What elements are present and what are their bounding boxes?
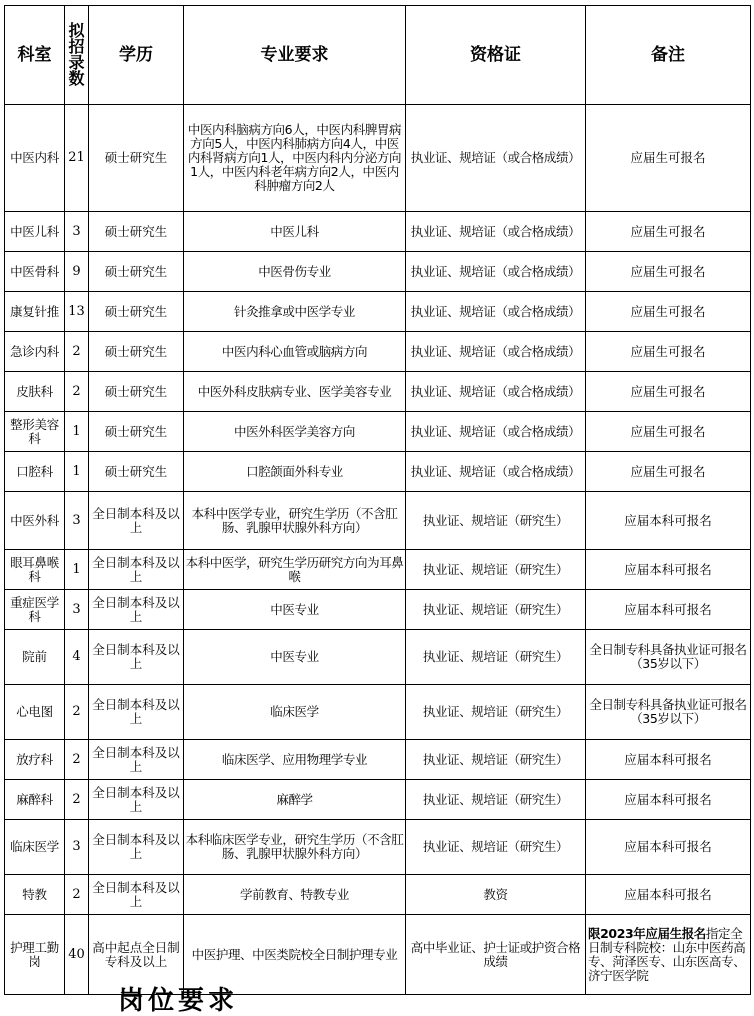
cell-count: 13 — [65, 292, 89, 332]
cell-cert: 执业证、规培证（或合格成绩） — [406, 412, 586, 452]
cell-major: 临床医学 — [184, 685, 406, 740]
cell-note: 应届生可报名 — [586, 212, 751, 252]
cell-dept: 中医儿科 — [5, 212, 65, 252]
cell-note: 应届生可报名 — [586, 412, 751, 452]
header-count: 拟招录数 — [65, 6, 89, 105]
cell-cert: 执业证、规培证（研究生） — [406, 780, 586, 820]
cell-edu: 全日制本科及以上 — [89, 780, 184, 820]
cell-cert: 执业证、规培证（研究生） — [406, 590, 586, 630]
cell-note: 全日制专科具备执业证可报名（35岁以下） — [586, 630, 751, 685]
cell-major: 中医骨伤专业 — [184, 252, 406, 292]
cell-cert: 执业证、规培证（或合格成绩） — [406, 452, 586, 492]
table-row — [5, 780, 751, 820]
cell-cert: 执业证、规培证（或合格成绩） — [406, 332, 586, 372]
cell-dept: 整形美容科 — [5, 412, 65, 452]
cell-dept: 皮肤科 — [5, 372, 65, 412]
cell-note: 全日制专科具备执业证可报名（35岁以下） — [586, 685, 751, 740]
cell-count: 1 — [65, 452, 89, 492]
cell-cert: 执业证、规培证（或合格成绩） — [406, 212, 586, 252]
cell-note: 应届本科可报名 — [586, 820, 751, 875]
cell-count: 9 — [65, 252, 89, 292]
table-row — [5, 915, 751, 995]
cell-edu: 全日制本科及以上 — [89, 492, 184, 550]
cell-cert: 执业证、规培证（研究生） — [406, 550, 586, 590]
cell-edu: 全日制本科及以上 — [89, 820, 184, 875]
cell-dept: 康复针推 — [5, 292, 65, 332]
cell-dept: 急诊内科 — [5, 332, 65, 372]
cell-count: 21 — [65, 105, 89, 212]
cell-cert: 执业证、规培证（研究生） — [406, 740, 586, 780]
cell-major: 临床医学、应用物理学专业 — [184, 740, 406, 780]
table-row — [5, 630, 751, 685]
cell-dept: 院前 — [5, 630, 65, 685]
table-row — [5, 292, 751, 332]
cell-cert: 教资 — [406, 875, 586, 915]
table-row — [5, 875, 751, 915]
cell-cert: 执业证、规培证（或合格成绩） — [406, 292, 586, 332]
table-row — [5, 820, 751, 875]
cell-major: 口腔颌面外科专业 — [184, 452, 406, 492]
cell-count: 40 — [65, 915, 89, 995]
cell-note: 应届本科可报名 — [586, 590, 751, 630]
cell-edu: 硕士研究生 — [89, 252, 184, 292]
table-row — [5, 550, 751, 590]
cell-cert: 执业证、规培证（研究生） — [406, 492, 586, 550]
cell-cert: 执业证、规培证（或合格成绩） — [406, 372, 586, 412]
cell-major: 本科中医学，研究生学历研究方向为耳鼻喉 — [184, 550, 406, 590]
cell-major: 学前教育、特教专业 — [184, 875, 406, 915]
cell-edu: 硕士研究生 — [89, 372, 184, 412]
cell-count: 3 — [65, 590, 89, 630]
table-row — [5, 252, 751, 292]
cell-major: 中医外科医学美容方向 — [184, 412, 406, 452]
cell-major: 麻醉学 — [184, 780, 406, 820]
header-cert: 资格证 — [406, 6, 586, 105]
cell-edu: 全日制本科及以上 — [89, 630, 184, 685]
cell-edu: 高中起点全日制专科及以上 — [89, 915, 184, 995]
cell-note: 应届本科可报名 — [586, 875, 751, 915]
cell-cert: 执业证、规培证（或合格成绩） — [406, 105, 586, 212]
table-row — [5, 412, 751, 452]
cell-dept: 口腔科 — [5, 452, 65, 492]
cell-dept: 放疗科 — [5, 740, 65, 780]
cell-major: 中医护理、中医类院校全日制护理专业 — [184, 915, 406, 995]
cell-edu: 全日制本科及以上 — [89, 875, 184, 915]
cell-note: 应届本科可报名 — [586, 550, 751, 590]
cell-note: 应届生可报名 — [586, 252, 751, 292]
table-row — [5, 740, 751, 780]
cell-count: 1 — [65, 412, 89, 452]
cell-major: 针灸推拿或中医学专业 — [184, 292, 406, 332]
cell-cert: 执业证、规培证（研究生） — [406, 630, 586, 685]
cell-dept: 心电图 — [5, 685, 65, 740]
cell-major: 中医内科心血管或脑病方向 — [184, 332, 406, 372]
cell-note: 应届本科可报名 — [586, 780, 751, 820]
cell-count: 3 — [65, 212, 89, 252]
cell-count: 2 — [65, 332, 89, 372]
cell-dept: 中医内科 — [5, 105, 65, 212]
cell-major: 中医专业 — [184, 590, 406, 630]
cell-dept: 重症医学科 — [5, 590, 65, 630]
cell-edu: 硕士研究生 — [89, 412, 184, 452]
cell-note: 应届生可报名 — [586, 372, 751, 412]
cell-note — [586, 915, 751, 995]
cell-count: 2 — [65, 685, 89, 740]
cell-edu: 硕士研究生 — [89, 452, 184, 492]
cell-dept: 麻醉科 — [5, 780, 65, 820]
cell-count: 2 — [65, 780, 89, 820]
table-row — [5, 212, 751, 252]
cell-note: 应届本科可报名 — [586, 492, 751, 550]
cell-major: 中医儿科 — [184, 212, 406, 252]
table-row — [5, 332, 751, 372]
cell-dept: 中医骨科 — [5, 252, 65, 292]
cell-edu: 硕士研究生 — [89, 212, 184, 252]
cell-major: 中医专业 — [184, 630, 406, 685]
cell-cert: 执业证、规培证（或合格成绩） — [406, 252, 586, 292]
cropped-bottom-heading: 岗位要求 — [118, 986, 239, 1016]
cell-edu: 硕士研究生 — [89, 332, 184, 372]
cell-edu: 硕士研究生 — [89, 292, 184, 332]
cell-cert: 执业证、规培证（研究生） — [406, 685, 586, 740]
cell-count: 2 — [65, 372, 89, 412]
cell-count: 1 — [65, 550, 89, 590]
cell-count: 4 — [65, 630, 89, 685]
cell-edu: 全日制本科及以上 — [89, 590, 184, 630]
cell-count: 2 — [65, 875, 89, 915]
cell-count: 3 — [65, 820, 89, 875]
table-row — [5, 590, 751, 630]
cell-cert: 高中毕业证、护士证或护资合格成绩 — [406, 915, 586, 995]
cell-note: 应届生可报名 — [586, 332, 751, 372]
cell-dept: 护理工勤岗 — [5, 915, 65, 995]
header-note: 备注 — [586, 6, 751, 105]
table-row — [5, 372, 751, 412]
cell-edu: 全日制本科及以上 — [89, 740, 184, 780]
cell-note: 应届生可报名 — [586, 105, 751, 212]
note-emphasis: 限2023年应届生报名 — [588, 925, 706, 941]
cell-dept: 眼耳鼻喉科 — [5, 550, 65, 590]
cell-count: 3 — [65, 492, 89, 550]
table-row — [5, 685, 751, 740]
cell-count: 2 — [65, 740, 89, 780]
cell-note: 应届生可报名 — [586, 292, 751, 332]
table-row — [5, 492, 751, 550]
cell-major: 中医内科脑病方向6人，中医内科脾胃病方向5人，中医内科肺病方向4人，中医内科肾病方向1人，中医内科内分泌方向1人，中医内科老年病方向2人，中医内科肿瘤方向2人 — [184, 105, 406, 212]
cell-dept: 中医外科 — [5, 492, 65, 550]
table-row — [5, 105, 751, 212]
header-major: 专业要求 — [184, 6, 406, 105]
cell-major: 本科中医学专业，研究生学历（不含肛肠、乳腺甲状腺外科方向） — [184, 492, 406, 550]
cell-edu: 全日制本科及以上 — [89, 550, 184, 590]
recruitment-table — [4, 5, 751, 995]
cell-dept: 临床医学 — [5, 820, 65, 875]
header-edu: 学历 — [89, 6, 184, 105]
cell-note: 应届本科可报名 — [586, 740, 751, 780]
header-row — [5, 6, 751, 105]
cell-major: 本科临床医学专业，研究生学历（不含肛肠、乳腺甲状腺外科方向） — [184, 820, 406, 875]
cell-dept: 特教 — [5, 875, 65, 915]
header-dept: 科室 — [5, 6, 65, 105]
cell-cert: 执业证、规培证（研究生） — [406, 820, 586, 875]
cell-major: 中医外科皮肤病专业、医学美容专业 — [184, 372, 406, 412]
table-row — [5, 452, 751, 492]
note-text: 指定全日制专科院校：山东中医药高专、菏泽医专、山东医高专、济宁医学院 — [588, 925, 746, 983]
cell-note: 应届生可报名 — [586, 452, 751, 492]
cell-edu: 硕士研究生 — [89, 105, 184, 212]
cell-edu: 全日制本科及以上 — [89, 685, 184, 740]
